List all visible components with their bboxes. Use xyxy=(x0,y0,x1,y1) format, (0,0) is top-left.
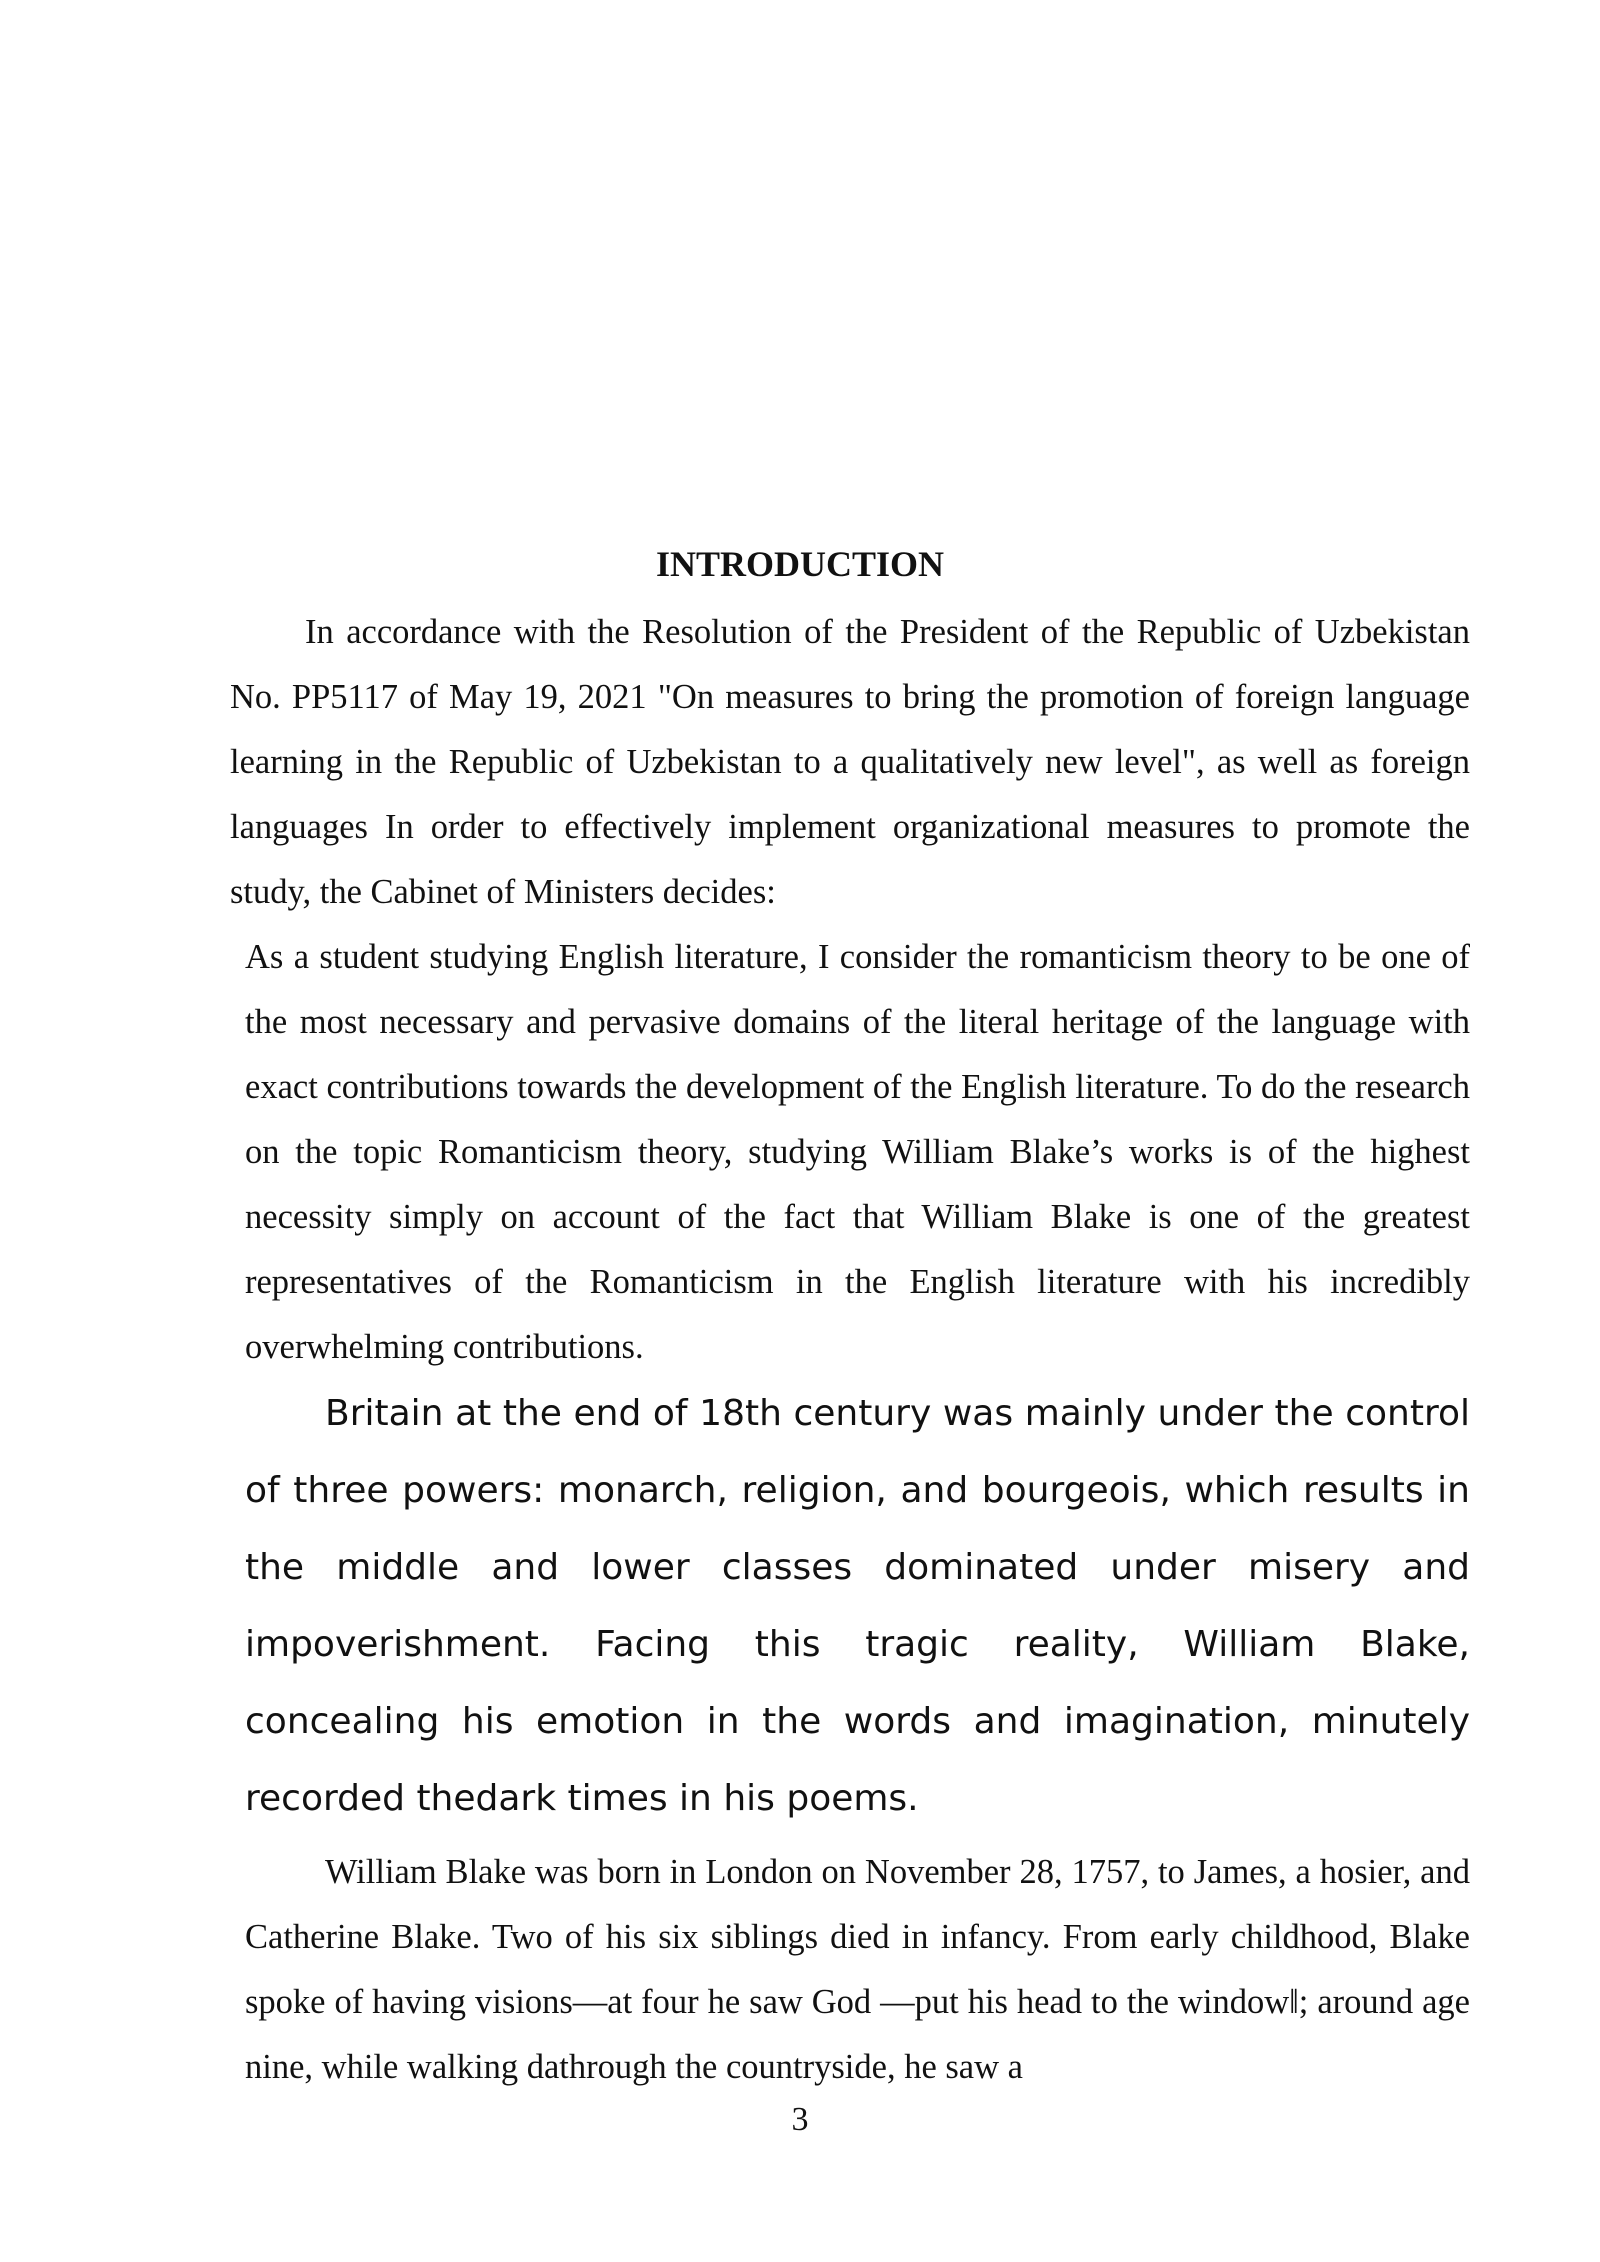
paragraph-student-perspective: As a student studying English literature, I consider the romanticism theory to be one of the most necessary and pervasive domains of the literal heritage of the language with exact contributions towards the development of the English literature. To do the research on the topic Romanticism theory, studying William Blake’s works is of the highest necessity simply on account of the fact that William Blake is one of the greatest representatives of the Romanticism in the English literature with his incredibly overwhelming contributions. xyxy=(245,938,1470,1366)
section-heading: INTRODUCTION xyxy=(655,544,945,584)
paragraph-blake-biography: William Blake was born in London on November 28, 1757, to James, a hosier, and Catherine Blake. Two of his six siblings died in infancy. From early childhood, Blake spoke of having visions—at four he saw God —put his head to the window‖; around age nine, while walking dathrough the countryside, he saw a xyxy=(245,1853,1470,2086)
paragraph-britain-context: Britain at the end of 18th century was mainly under the control of three powers: monarch, religion, and bourgeois, which results in the middle and lower classes dominated under misery and impoverishment. Facing this tragic reality, William Blake, concealing his emotion in the words and imagination, minutely recorded thedark times in his poems. xyxy=(245,1393,1470,1819)
page-number: 3 xyxy=(791,2101,809,2138)
paragraph-resolution: In accordance with the Resolution of the President of the Republic of Uzbekistan No. PP5117 of May 19, 2021 "On measures to bring the promotion of foreign language learning in the Republic of Uzbekistan to a qualitatively new level", as well as foreign languages In order to effectively implement organizational measures to promote the study, the Cabinet of Ministers decides: xyxy=(230,613,1470,911)
